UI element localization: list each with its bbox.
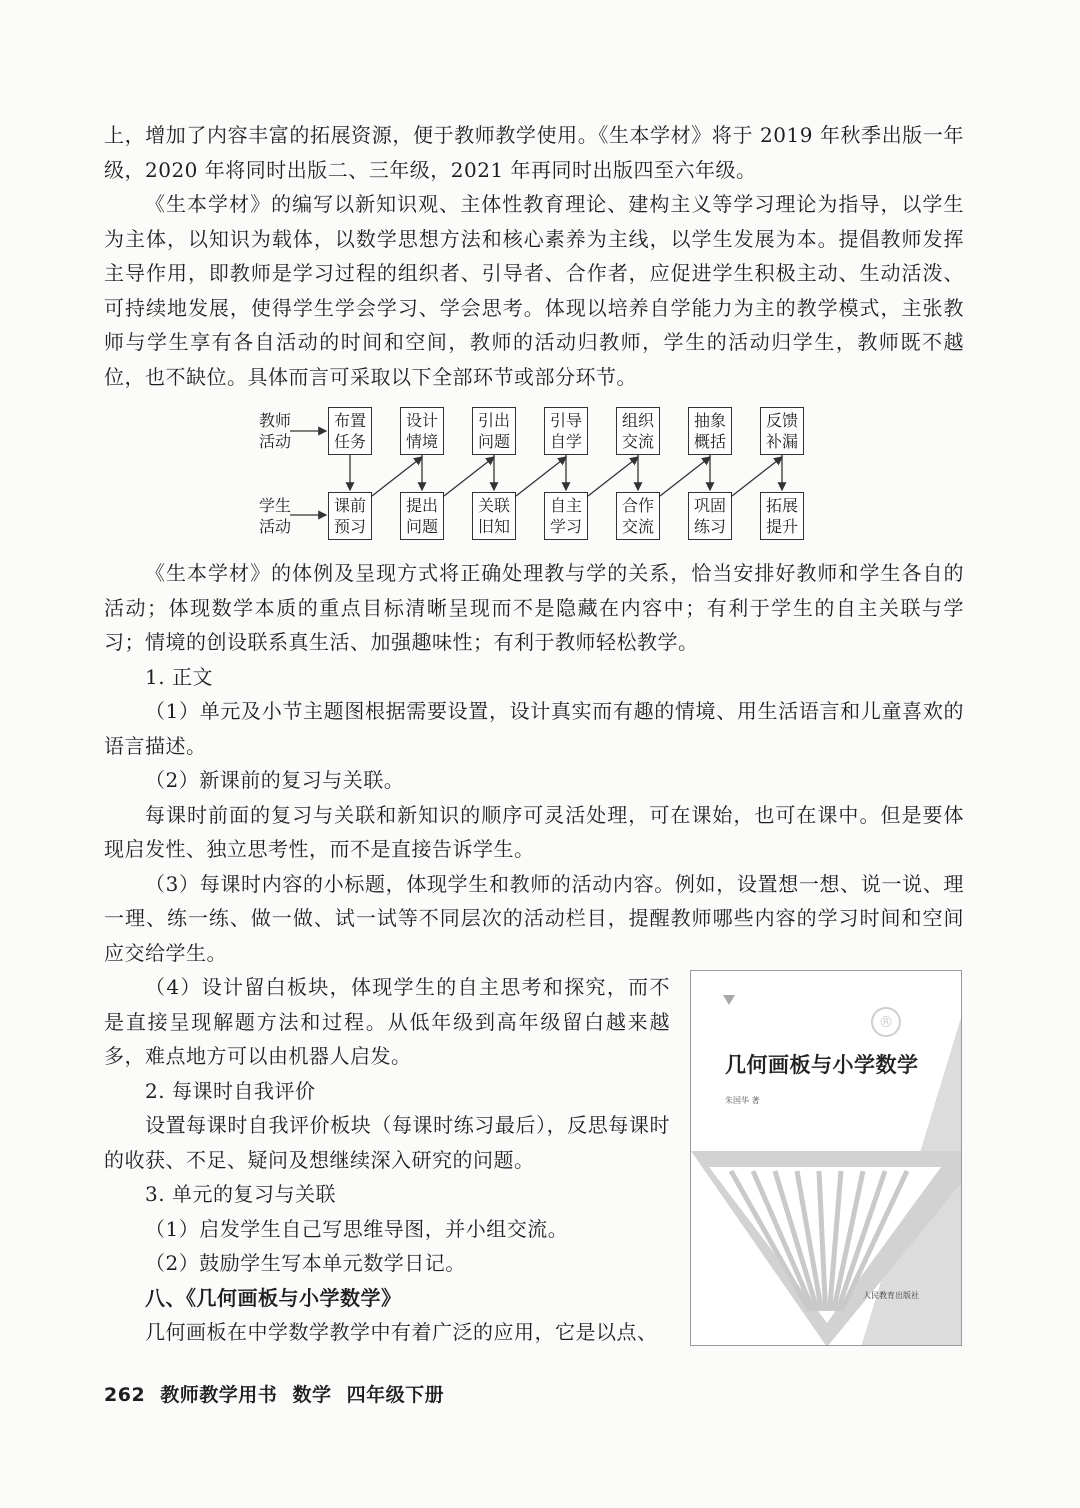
paragraph: （1）启发学生自己写思维导图，并小组交流。: [145, 1216, 569, 1241]
teacher-activity-box: 组织 交流: [616, 407, 660, 455]
footer-grade: 四年级下册: [346, 1384, 445, 1406]
student-activity-box: 关联 旧知: [472, 492, 516, 540]
paragraph: 2. 每课时自我评价: [145, 1078, 316, 1103]
book-cover-image: [690, 970, 962, 1346]
paragraph: 3. 单元的复习与关联: [145, 1182, 336, 1206]
paragraph: 《生本学材》的体例及呈现方式将正确处理教与学的关系，恰当安排好教师和学生各自的活动；体现数学本质的重点目标清晰呈现而不是隐藏在内容中；有利于学生的自主关联与学习；情境的创设联系真生活、加强趣味性；有利于教师轻松教学。: [104, 561, 964, 654]
teacher-activity-box: 引导 自学: [544, 407, 588, 455]
teacher-activity-box: 布置 任务: [328, 407, 372, 455]
teacher-activity-box: 引出 问题: [472, 407, 516, 455]
paragraph: （4）设计留白板块，体现学生的自主思考和探究，而不是直接呈现解题方法和过程。从低年级到高年级留白越来越多，难点地方可以由机器人启发。: [104, 975, 670, 1068]
paragraph: 几何画板在中学数学教学中有着广泛的应用，它是以点、: [145, 1320, 658, 1344]
text-block-bottom: [104, 970, 670, 1350]
teaching-flow-diagram: [250, 400, 810, 550]
paragraph: 设置每课时自我评价板块（每课时练习最后），反思每课时的收获、不足、疑问及想继续深入研究的问题。: [104, 1113, 670, 1172]
paragraph: （2）新课前的复习与关联。: [145, 768, 405, 792]
text-block-top: [104, 118, 964, 394]
cover-publisher: 人民教育出版社: [863, 1291, 919, 1300]
registered-trademark-watermark: ®: [871, 1007, 901, 1037]
student-activity-box: 拓展 提升: [760, 492, 804, 540]
paragraph: （1）单元及小节主题图根据需要设置，设计真实而有趣的情境、用生活语言和儿童喜欢的语言描述。: [104, 699, 964, 758]
paragraph: 1. 正文: [145, 664, 213, 689]
student-activity-label: 学生 活动: [258, 496, 291, 536]
paragraph: （2）鼓励学生写本单元数学日记。: [145, 1251, 466, 1275]
student-activity-box: 合作 交流: [616, 492, 660, 540]
paragraph: 《生本学材》的编写以新知识观、主体性教育理论、建构主义等学习理论为指导，以学生为主体，以知识为载体，以数学思想方法和核心素养为主线，以学生发展为本。提倡教师发挥主导作用，即教师是学习过程的组织者、引导者、合作者，应促进学生积极主动、生动活泼、可持续地发展，使得学生学会学习、学会思考。体现以培养自学能力为主的教学模式，主张教师与学生享有各自活动的时间和空间，教师的活动归教师，学生的活动归学生，教师既不越位，也不缺位。具体而言可采取以下全部环节或部分环节。: [104, 192, 964, 389]
student-activity-box: 巩固 练习: [688, 492, 732, 540]
cover-title: 几何画板与小学数学: [725, 1052, 919, 1077]
paragraph: （3）每课时内容的小标题，体现学生和教师的活动内容。例如，设置想一想、说一说、理一理、练一练、做一做、试一试等不同层次的活动栏目，提醒教师哪些内容的学习时间和空间应交给学生。: [104, 871, 964, 965]
teacher-activity-box: 抽象 概括: [688, 407, 732, 455]
section-heading: 八、《几何画板与小学数学》: [145, 1285, 402, 1310]
paragraph: 每课时前面的复习与关联和新知识的顺序可灵活处理，可在课始，也可在课中。但是要体现启发性、独立思考性，而不是直接告诉学生。: [104, 802, 964, 861]
cover-graphic: [691, 971, 962, 1346]
student-activity-box: 自主 学习: [544, 492, 588, 540]
page-number: 262: [104, 1384, 146, 1406]
paragraph: 上，增加了内容丰富的拓展资源，便于教师教学使用。《生本学材》将于 2019 年秋季出版一年级，2020 年将同时出版二、三年级，2021 年再同时出版四至六年级。: [104, 123, 964, 182]
footer-subject: 数学: [292, 1384, 332, 1406]
teacher-activity-box: 设计 情境: [400, 407, 444, 455]
text-block-middle: [104, 556, 964, 970]
teacher-activity-label: 教师 活动: [258, 411, 291, 451]
cover-author: 朱国华 著: [725, 1096, 760, 1105]
student-activity-box: 课前 预习: [328, 492, 372, 540]
footer-book-title: 教师教学用书: [160, 1384, 278, 1406]
teacher-activity-box: 反馈 补漏: [760, 407, 804, 455]
page-footer: [104, 1380, 452, 1407]
student-activity-box: 提出 问题: [400, 492, 444, 540]
